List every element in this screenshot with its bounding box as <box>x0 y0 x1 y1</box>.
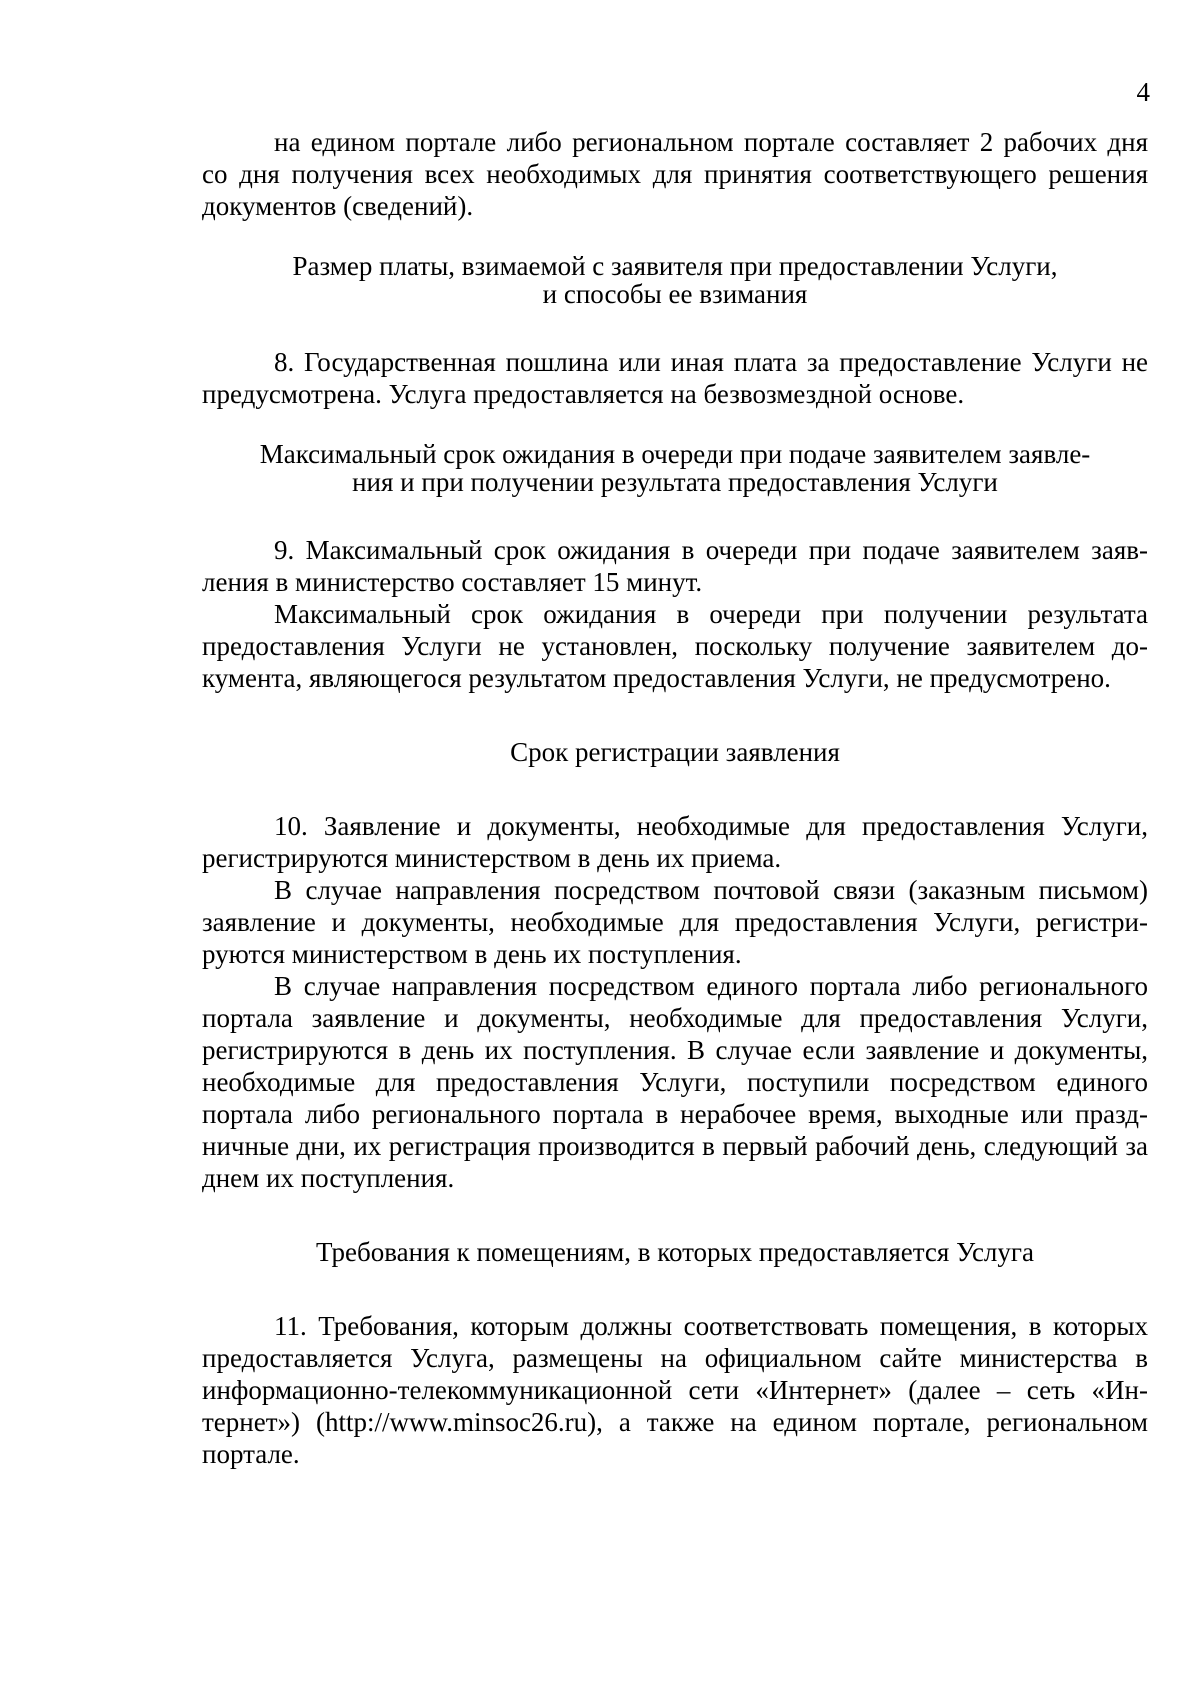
paragraph-10c: В случае направления посредством единого портала либо регионального портала заявление и документы, необходимые для предоставления Услуги, регистрируются в день их поступления. В случае если заявление и документы, необходимые для предоставления Услуги, поступили посредством единого портала либо регионального портала в нерабочее время, выходные или праздничные дни, их регистрация производится в первый рабочий день, следующий за днем их поступления. <box>202 971 1148 1193</box>
section-heading-queue <box>202 440 1148 496</box>
document-body <box>202 126 1148 1470</box>
paragraph-11: 11. Требования, которым должны соответствовать помещения, в которых предоставляется Услуга, размещены на официальном сайте министерства в информационно-телекоммуникационной сети «Интернет» (далее – сеть «Интернет») (http://www.minsoc26.ru), а также на едином портале, региональном портале. <box>202 1311 1148 1469</box>
paragraph-10b: В случае направления посредством почтовой связи (заказным письмом) заявление и документы, необходимые для предоставления Услуги, регистрируются министерством в день их поступления. <box>202 875 1148 969</box>
section-heading-premises <box>202 1238 1148 1266</box>
paragraph-intro: на едином портале либо региональном портале составляет 2 рабочих дня со дня получения всех необходимых для принятия соответствующего решения документов (сведений). <box>202 127 1148 221</box>
section-heading-fee <box>202 252 1148 308</box>
heading-line: Срок регистрации заявления <box>510 737 840 767</box>
page-number: 4 <box>1136 77 1150 107</box>
heading-line: Требования к помещениям, в которых предоставляется Услуга <box>316 1237 1034 1267</box>
paragraph-8: 8. Государственная пошлина или иная плата за предоставление Услуги не предусмотрена. Услуга предоставляется на безвозмездной основе. <box>202 347 1148 409</box>
section-heading-registration <box>202 738 1148 766</box>
paragraph-9a: 9. Максимальный срок ожидания в очереди при подаче заявителем заявления в министерство составляет 15 минут. <box>202 535 1148 597</box>
heading-line: Размер платы, взимаемой с заявителя при предоставлении Услуги, <box>292 251 1058 281</box>
paragraph-10a: 10. Заявление и документы, необходимые для предоставления Услуги, регистрируются министерством в день их приема. <box>202 811 1148 873</box>
paragraph-9b: Максимальный срок ожидания в очереди при получении результата предоставления Услуги не установлен, поскольку получение заявителем документа, являющегося результатом предоставления Услуги, не предусмотрено. <box>202 599 1148 693</box>
heading-line: и способы ее взимания <box>542 279 808 309</box>
heading-line: Максимальный срок ожидания в очереди при подаче заявителем заявле- <box>259 439 1091 469</box>
heading-line: ния и при получении результата предоставления Услуги <box>352 467 998 497</box>
